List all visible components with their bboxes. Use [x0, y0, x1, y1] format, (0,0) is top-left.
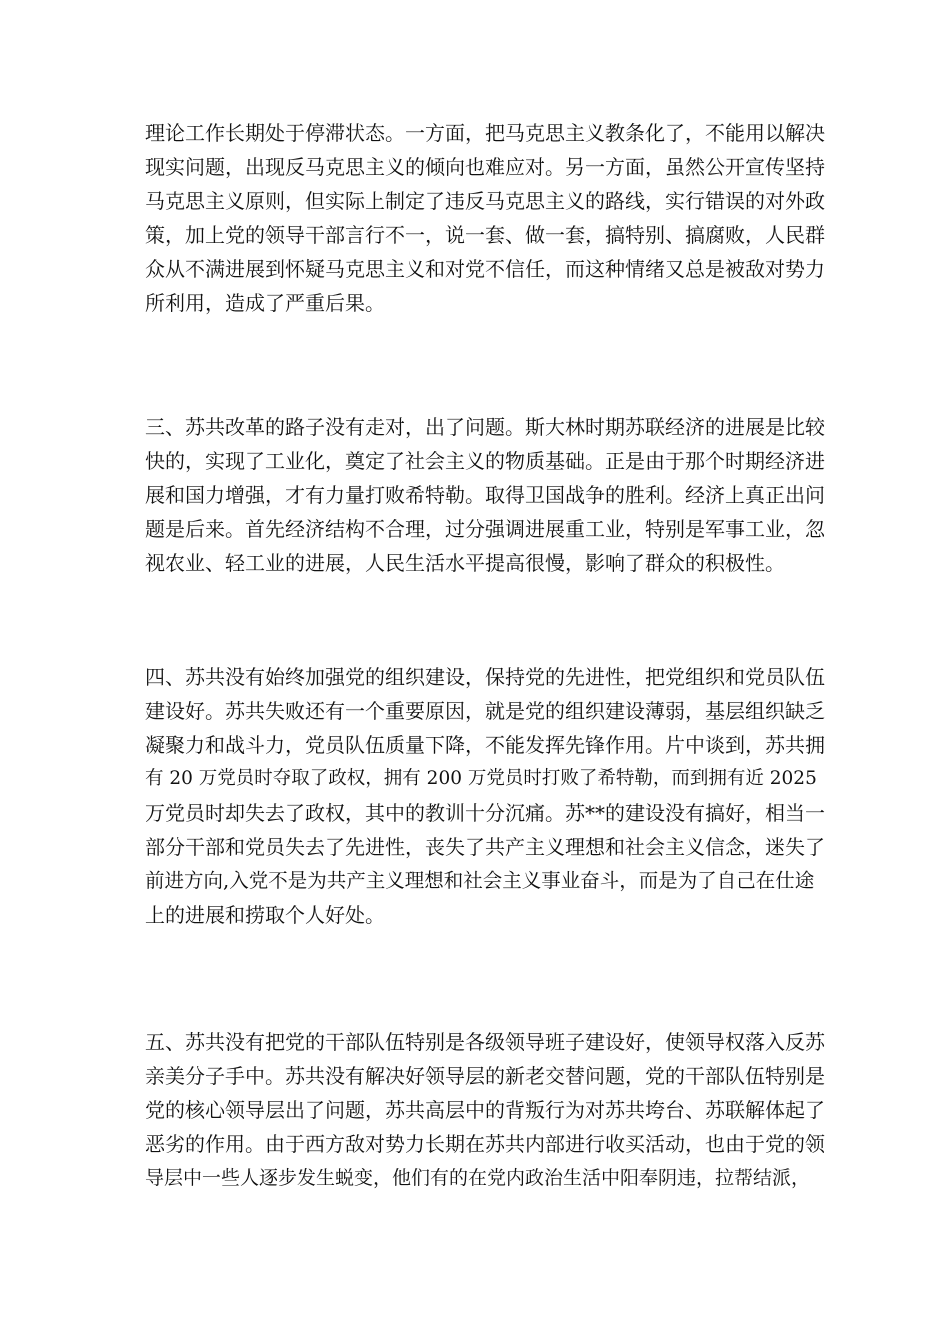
text-line: 理论工作长期处于停滞状态。一方面，把马克思主义教条化了，不能用以解决 — [145, 121, 825, 145]
paragraph-reform — [145, 410, 825, 580]
text-line: 党的核心领导层出了问题，苏共高层中的背叛行为对苏共垮台、苏联解体起了 — [145, 1098, 825, 1122]
text-line: 所利用，造成了严重后果。 — [145, 291, 385, 315]
text-line: 三、苏共改革的路子没有走对，出了问题。斯大林时期苏联经济的进展是比较 — [145, 415, 825, 439]
text-line: 众从不满进展到怀疑马克思主义和对党不信任，而这种情绪又总是被敌对势力 — [145, 257, 825, 281]
text-line: 凝聚力和战斗力，党员队伍质量下降，不能发挥先锋作用。片中谈到，苏共拥 — [145, 733, 825, 757]
paragraph-ideology — [145, 116, 825, 320]
paragraph-organization — [145, 660, 825, 932]
text-line: 五、苏共没有把党的干部队伍特别是各级领导班子建设好，使领导权落入反苏 — [145, 1030, 825, 1054]
text-line: 现实问题，出现反马克思主义的倾向也难应对。另一方面，虽然公开宣传坚持 — [145, 155, 825, 179]
paragraph-leadership — [145, 1025, 825, 1195]
text-line: 题是后来。首先经济结构不合理，过分强调进展重工业，特别是军事工业，忽 — [145, 517, 825, 541]
text-line: 有 20 万党员时夺取了政权，拥有 200 万党员时打败了希特勒，而到拥有近 2025 — [145, 768, 817, 789]
text-line: 前进方向,入党不是为共产主义理想和社会主义事业奋斗，而是为了自己在仕途 — [145, 869, 815, 892]
text-line: 马克思主义原则，但实际上制定了违反马克思主义的路线，实行错误的对外政 — [145, 189, 825, 213]
text-line: 导层中一些人逐步发生蜕变，他们有的在党内政治生活中阳奉阴违，拉帮结派， — [145, 1167, 811, 1189]
text-line: 上的进展和捞取个人好处。 — [145, 903, 385, 927]
text-line: 四、苏共没有始终加强党的组织建设，保持党的先进性，把党组织和党员队伍 — [145, 665, 825, 689]
text-line: 快的，实现了工业化，奠定了社会主义的物质基础。正是由于那个时期经济进 — [145, 449, 825, 473]
text-line: 亲美分子手中。苏共没有解决好领导层的新老交替问题，党的干部队伍特别是 — [145, 1064, 825, 1088]
text-line: 部分干部和党员失去了先进性，丧失了共产主义理想和社会主义信念，迷失了 — [145, 835, 825, 859]
text-line: 展和国力增强，才有力量打败希特勒。取得卫国战争的胜利。经济上真正出问 — [145, 483, 825, 507]
text-line: 视农业、轻工业的进展，人民生活水平提高很慢，影响了群众的积极性。 — [145, 551, 785, 575]
text-line: 策，加上党的领导干部言行不一，说一套、做一套，搞特别、搞腐败，人民群 — [145, 223, 825, 247]
text-line: 恶劣的作用。由于西方敌对势力长期在苏共内部进行收买活动，也由于党的领 — [145, 1132, 825, 1156]
text-line: 建设好。苏共失败还有一个重要原因，就是党的组织建设薄弱，基层组织缺乏 — [145, 699, 825, 723]
text-line: 万党员时却失去了政权，其中的教训十分沉痛。苏**的建设没有搞好，相当一 — [145, 801, 825, 825]
